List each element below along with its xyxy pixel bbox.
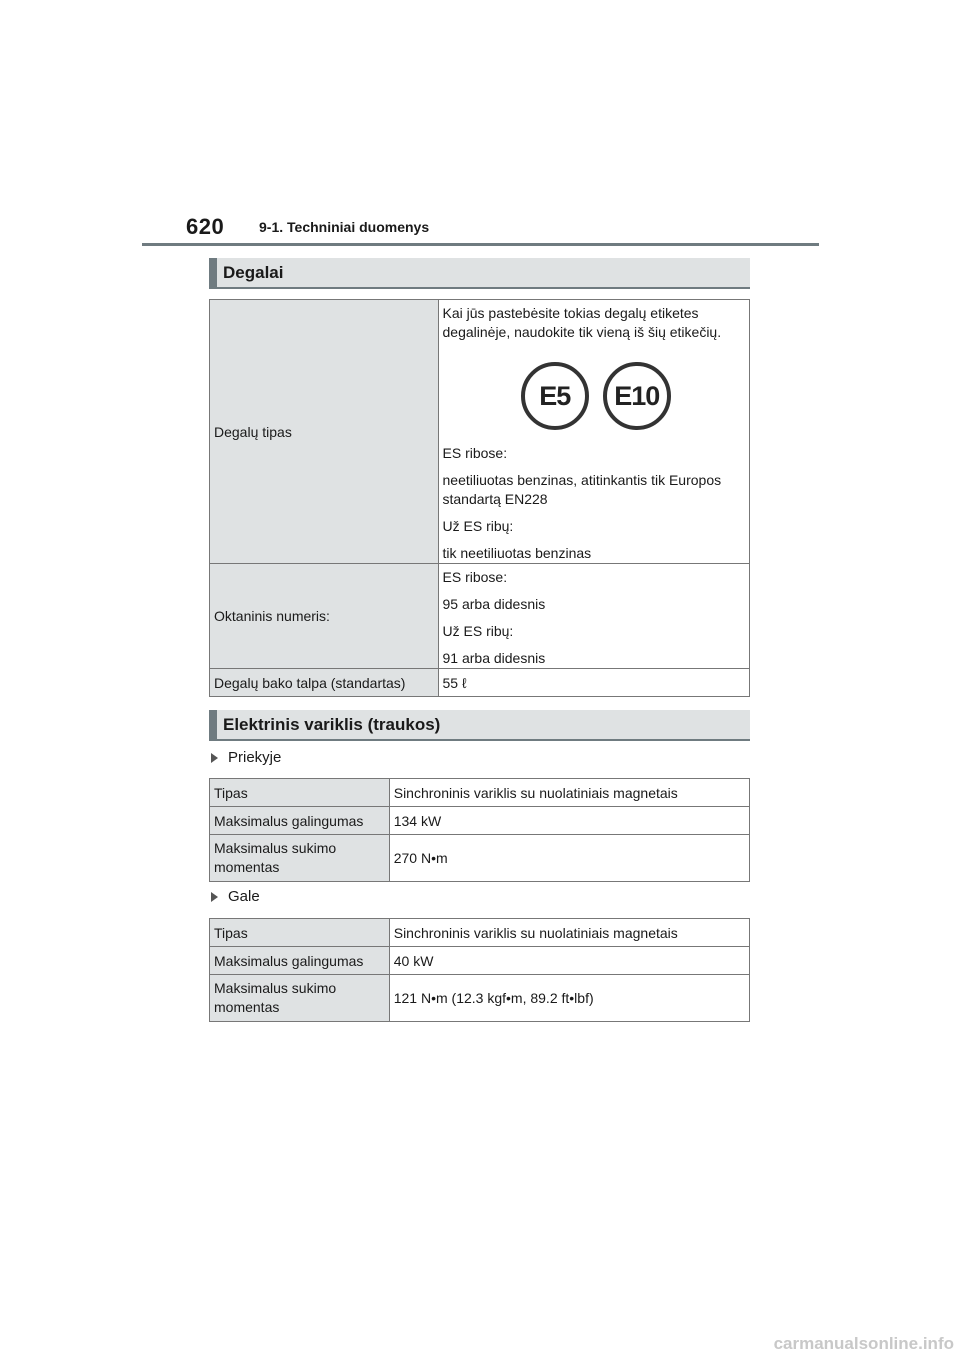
subheading-front (211, 749, 281, 766)
row-value: Sinchroninis variklis su nuolatiniais magnetais (389, 919, 749, 947)
fuel-label-e10-icon: E10 (603, 362, 671, 430)
detail-text: 91 arba didesnis (442, 650, 546, 666)
row-value: 134 kW (389, 807, 749, 835)
fuel-table (209, 299, 750, 697)
fuel-intro-text: Kai jūs pastebėsite tokias degalų etiketes degalinėje, naudokite tik vieną iš šių etikečių. (442, 305, 722, 340)
subheading-label: Gale (228, 888, 260, 905)
fuel-labels (443, 362, 750, 430)
row-label: Tipas (210, 779, 390, 807)
row-value: 121 N•m (12.3 kgf•m, 89.2 ft•lbf) (389, 975, 749, 1022)
detail-text: 95 arba didesnis (442, 596, 546, 612)
detail-text: tik neetiliuotas benzinas (442, 545, 592, 561)
row-value (438, 300, 750, 564)
detail-text: Už ES ribų: (442, 518, 514, 534)
chapter-title: 9-1. Techniniai duomenys (259, 219, 430, 235)
row-value: 40 kW (389, 947, 749, 975)
row-label: Maksimalus sukimo momentas (210, 835, 390, 882)
row-value (438, 564, 750, 669)
detail-text: Už ES ribų: (442, 623, 514, 639)
fuel-label-e5-icon: E5 (521, 362, 589, 430)
front-motor-table (209, 778, 750, 882)
section-header-fuel (209, 258, 750, 289)
detail-text: ES ribose: (442, 569, 508, 585)
table-row (210, 807, 750, 835)
table-row (210, 669, 750, 697)
section-header-motor (209, 710, 750, 741)
header-divider (142, 243, 819, 246)
table-row (210, 975, 750, 1022)
row-label: Tipas (210, 919, 390, 947)
row-value: 55 ℓ (438, 669, 750, 697)
section-title: Degalai (223, 263, 284, 282)
subheading-rear (211, 888, 260, 905)
triangle-bullet-icon (211, 892, 218, 902)
page-number: 620 (186, 214, 225, 239)
row-label: Maksimalus galingumas (210, 807, 390, 835)
row-label: Oktaninis numeris: (210, 564, 439, 669)
section-title: Elektrinis variklis (traukos) (223, 715, 441, 734)
row-value: Sinchroninis variklis su nuolatiniais magnetais (389, 779, 749, 807)
row-label: Maksimalus sukimo momentas (210, 975, 390, 1022)
row-value: 270 N•m (389, 835, 749, 882)
row-label: Degalų bako talpa (standartas) (210, 669, 439, 697)
detail-text: ES ribose: (442, 445, 508, 461)
table-row (210, 564, 750, 669)
triangle-bullet-icon (211, 753, 218, 763)
section-bar (209, 710, 217, 739)
row-label: Maksimalus galingumas (210, 947, 390, 975)
detail-text: neetiliuotas benzinas, atitinkantis tik Europos standartą EN228 (442, 472, 722, 507)
rear-motor-table (209, 918, 750, 1022)
table-row (210, 779, 750, 807)
subheading-label: Priekyje (228, 749, 282, 766)
watermark: carmanualsonline.info (773, 1334, 954, 1353)
row-label: Degalų tipas (210, 300, 439, 564)
table-row (210, 835, 750, 882)
section-bar (209, 258, 217, 287)
table-row (210, 300, 750, 564)
table-row (210, 947, 750, 975)
table-row (210, 919, 750, 947)
